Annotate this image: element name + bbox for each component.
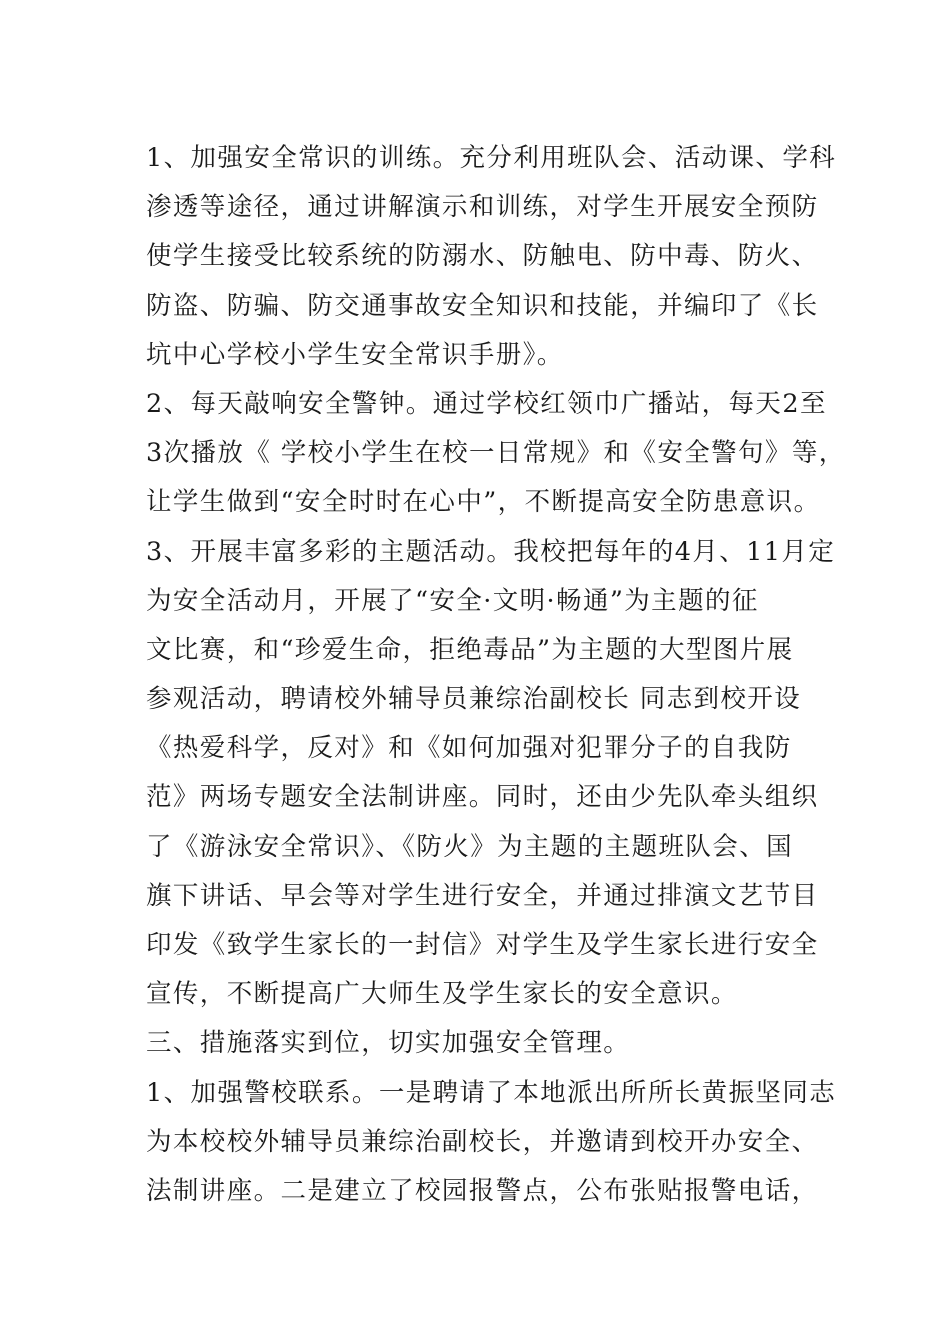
text-line: 法制讲座。二是建立了校园报警点，公布张贴报警电话， bbox=[146, 1175, 819, 1206]
body-text bbox=[146, 134, 846, 1216]
text-line: 宣传，不断提高广大师生及学生家长的安全意识。 bbox=[146, 979, 738, 1010]
section-heading: 三、措施落实到位，切实加强安全管理。 bbox=[146, 1028, 631, 1059]
text-line: 3、开展丰富多彩的主题活动。我校把每年的4月、11月定 bbox=[146, 536, 836, 567]
text-line: 印发《致学生家长的一封信》对学生及学生家长进行安全 bbox=[146, 930, 819, 960]
text-line: 参观活动，聘请校外辅导员兼综治副校长 同志到校开设 bbox=[146, 684, 802, 715]
text-line: 为安全活动月，开展了“安全·文明·畅通”为主题的征 bbox=[146, 585, 759, 616]
text-line: 1、加强警校联系。一是聘请了本地派出所所长黄振坚同志 bbox=[146, 1077, 837, 1108]
text-line: 《热爱科学，反对》和《如何加强对犯罪分子的自我防 bbox=[146, 733, 792, 764]
text-line: 使学生接受比较系统的防溺水、防触电、防中毒、防火、 bbox=[146, 241, 819, 272]
text-line: 2、每天敲响安全警钟。通过学校红领巾广播站，每天2至 bbox=[146, 388, 827, 419]
text-line: 渗透等途径，通过讲解演示和训练，对学生开展安全预防 bbox=[146, 192, 819, 223]
text-line: 文比赛，和“珍爱生命，拒绝毒品”为主题的大型图片展 bbox=[146, 634, 794, 665]
text-line: 3次播放《 学校小学生在校一日常规》和《安全警句》等， bbox=[146, 438, 846, 469]
text-line: 范》两场专题安全法制讲座。同时，还由少先队牵头组织 bbox=[146, 782, 819, 813]
text-line: 了《游泳安全常识》、《防火》为主题的主题班队会、国 bbox=[146, 831, 794, 862]
text-line: 为本校校外辅导员兼综治副校长，并邀请到校开办安全、 bbox=[146, 1126, 819, 1157]
text-line: 1、加强安全常识的训练。充分利用班队会、活动课、学科 bbox=[146, 143, 837, 173]
text-line: 旗下讲话、早会等对学生进行安全，并通过排演文艺节目 bbox=[146, 880, 819, 911]
text-line: 防盗、防骗、防交通事故安全知识和技能，并编印了《长 bbox=[146, 290, 819, 321]
text-line: 坑中心学校小学生安全常识手册》。 bbox=[146, 339, 564, 370]
text-line: 让学生做到“安全时时在心中”，不断提高安全防患意识。 bbox=[146, 487, 821, 518]
